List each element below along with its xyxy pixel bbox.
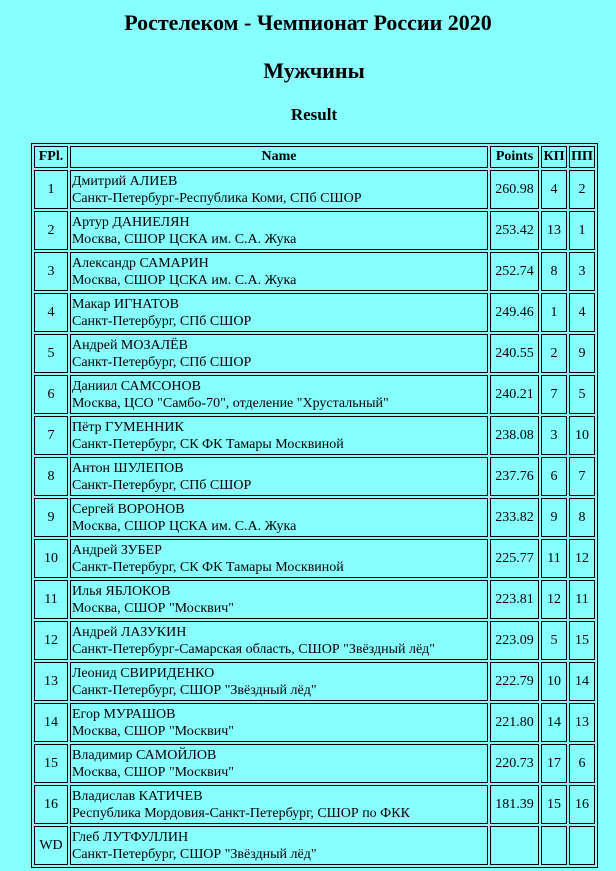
table-row bbox=[34, 826, 595, 865]
cell-place: 12 bbox=[34, 621, 68, 660]
cell-kp: 2 bbox=[541, 334, 567, 373]
skater-club: Москва, СШОР "Москвич" bbox=[72, 723, 234, 739]
cell-points: 237.76 bbox=[490, 457, 539, 496]
skater-club: Санкт-Петербург, СПб СШОР bbox=[72, 313, 252, 329]
cell-place: 6 bbox=[34, 375, 68, 414]
cell-place: 11 bbox=[34, 580, 68, 619]
table-row bbox=[34, 252, 595, 291]
cell-pp: 8 bbox=[569, 498, 595, 537]
cell-kp bbox=[541, 826, 567, 865]
skater-club: Санкт-Петербург, СК ФК Тамары Москвиной bbox=[72, 559, 344, 575]
skater-club: Санкт-Петербург-Самарская область, СШОР "Звёздный лёд" bbox=[72, 641, 436, 657]
cell-points: 223.81 bbox=[490, 580, 539, 619]
cell-name bbox=[70, 457, 488, 496]
cell-points: 240.21 bbox=[490, 375, 539, 414]
cell-kp: 15 bbox=[541, 785, 567, 824]
cell-name bbox=[70, 498, 488, 537]
skater-club: Санкт-Петербург, СК ФК Тамары Москвиной bbox=[72, 436, 344, 452]
skater-name: Илья ЯБЛОКОВ bbox=[72, 583, 171, 599]
cell-points: 223.09 bbox=[490, 621, 539, 660]
cell-pp: 10 bbox=[569, 416, 595, 455]
page-title: Ростелеком - Чемпионат России 2020 bbox=[124, 10, 492, 35]
skater-name: Глеб ЛУТФУЛЛИН bbox=[72, 829, 189, 845]
table-row bbox=[34, 498, 595, 537]
cell-pp: 9 bbox=[569, 334, 595, 373]
cell-name bbox=[70, 662, 488, 701]
cell-points: 221.80 bbox=[490, 703, 539, 742]
cell-place: 8 bbox=[34, 457, 68, 496]
cell-pp: 7 bbox=[569, 457, 595, 496]
skater-name: Владислав КАТИЧЕВ bbox=[72, 788, 203, 804]
cell-place: 15 bbox=[34, 744, 68, 783]
cell-name bbox=[70, 252, 488, 291]
skater-name: Даниил САМСОНОВ bbox=[72, 378, 201, 394]
table-row bbox=[34, 170, 595, 209]
cell-place: 14 bbox=[34, 703, 68, 742]
cell-pp: 2 bbox=[569, 170, 595, 209]
cell-name bbox=[70, 744, 488, 783]
column-header-pp: ПП bbox=[569, 146, 595, 168]
cell-kp: 8 bbox=[541, 252, 567, 291]
cell-points bbox=[490, 826, 539, 865]
cell-place: 9 bbox=[34, 498, 68, 537]
table-row bbox=[34, 334, 595, 373]
cell-pp: 12 bbox=[569, 539, 595, 578]
cell-pp: 15 bbox=[569, 621, 595, 660]
table-row bbox=[34, 621, 595, 660]
cell-place: 2 bbox=[34, 211, 68, 250]
cell-kp: 3 bbox=[541, 416, 567, 455]
skater-club: Санкт-Петербург, СШОР "Звёздный лёд" bbox=[72, 846, 317, 862]
cell-kp: 10 bbox=[541, 662, 567, 701]
cell-place: 1 bbox=[34, 170, 68, 209]
cell-name bbox=[70, 375, 488, 414]
cell-points: 260.98 bbox=[490, 170, 539, 209]
table-row bbox=[34, 580, 595, 619]
cell-pp bbox=[569, 826, 595, 865]
category-heading: Мужчины bbox=[263, 58, 365, 83]
skater-name: Дмитрий АЛИЕВ bbox=[72, 173, 178, 189]
cell-kp: 6 bbox=[541, 457, 567, 496]
cell-kp: 13 bbox=[541, 211, 567, 250]
table-row bbox=[34, 457, 595, 496]
skater-name: Макар ИГНАТОВ bbox=[72, 296, 179, 312]
skater-club: Москва, СШОР ЦСКА им. С.А. Жука bbox=[72, 518, 297, 534]
table-row bbox=[34, 293, 595, 332]
cell-pp: 11 bbox=[569, 580, 595, 619]
cell-pp: 4 bbox=[569, 293, 595, 332]
cell-name bbox=[70, 211, 488, 250]
cell-pp: 5 bbox=[569, 375, 595, 414]
table-row bbox=[34, 785, 595, 824]
skater-name: Пётр ГУМЕННИК bbox=[72, 419, 184, 435]
cell-place: 13 bbox=[34, 662, 68, 701]
cell-points: 220.73 bbox=[490, 744, 539, 783]
skater-name: Владимир САМОЙЛОВ bbox=[72, 747, 217, 763]
column-header-name: Name bbox=[70, 146, 488, 168]
table-row bbox=[34, 375, 595, 414]
table-row bbox=[34, 416, 595, 455]
cell-pp: 3 bbox=[569, 252, 595, 291]
cell-points: 181.39 bbox=[490, 785, 539, 824]
column-header-kp: КП bbox=[541, 146, 567, 168]
cell-kp: 5 bbox=[541, 621, 567, 660]
cell-kp: 4 bbox=[541, 170, 567, 209]
skater-club: Санкт-Петербург, СШОР "Звёздный лёд" bbox=[72, 682, 317, 698]
cell-pp: 1 bbox=[569, 211, 595, 250]
cell-kp: 17 bbox=[541, 744, 567, 783]
cell-points: 222.79 bbox=[490, 662, 539, 701]
cell-place: 4 bbox=[34, 293, 68, 332]
skater-name: Андрей МОЗАЛЁВ bbox=[72, 337, 188, 353]
skater-club: Москва, СШОР ЦСКА им. С.А. Жука bbox=[72, 231, 297, 247]
cell-kp: 14 bbox=[541, 703, 567, 742]
table-row bbox=[34, 703, 595, 742]
skater-club: Республика Мордовия-Санкт-Петербург, СШОР по ФКК bbox=[72, 805, 410, 821]
skater-club: Москва, ЦСО "Самбо-70", отделение "Хрустальный" bbox=[72, 395, 389, 411]
cell-points: 252.74 bbox=[490, 252, 539, 291]
skater-name: Леонид СВИРИДЕНКО bbox=[72, 665, 215, 681]
skater-club: Санкт-Петербург, СПб СШОР bbox=[72, 477, 252, 493]
cell-name bbox=[70, 703, 488, 742]
cell-name bbox=[70, 416, 488, 455]
cell-name bbox=[70, 170, 488, 209]
cell-points: 253.42 bbox=[490, 211, 539, 250]
cell-name bbox=[70, 293, 488, 332]
column-header-place: FPl. bbox=[34, 146, 68, 168]
cell-place: 10 bbox=[34, 539, 68, 578]
skater-club: Санкт-Петербург, СПб СШОР bbox=[72, 354, 252, 370]
cell-kp: 1 bbox=[541, 293, 567, 332]
cell-kp: 7 bbox=[541, 375, 567, 414]
cell-pp: 13 bbox=[569, 703, 595, 742]
cell-pp: 16 bbox=[569, 785, 595, 824]
skater-name: Александр САМАРИН bbox=[72, 255, 209, 271]
skater-name: Егор МУРАШОВ bbox=[72, 706, 176, 722]
cell-name bbox=[70, 826, 488, 865]
skater-club: Москва, СШОР ЦСКА им. С.А. Жука bbox=[72, 272, 297, 288]
skater-name: Сергей ВОРОНОВ bbox=[72, 501, 185, 517]
cell-points: 233.82 bbox=[490, 498, 539, 537]
cell-name bbox=[70, 785, 488, 824]
section-heading: Result bbox=[290, 105, 338, 124]
cell-points: 240.55 bbox=[490, 334, 539, 373]
skater-name: Артур ДАНИЕЛЯН bbox=[72, 214, 190, 230]
cell-pp: 14 bbox=[569, 662, 595, 701]
cell-place: WD bbox=[34, 826, 68, 865]
cell-place: 5 bbox=[34, 334, 68, 373]
cell-name bbox=[70, 621, 488, 660]
skater-club: Москва, СШОР "Москвич" bbox=[72, 764, 234, 780]
column-header-points: Points bbox=[490, 146, 539, 168]
skater-name: Антон ШУЛЕПОВ bbox=[72, 460, 184, 476]
table-row bbox=[34, 211, 595, 250]
skater-name: Андрей ЗУБЕР bbox=[72, 542, 162, 558]
skater-name: Андрей ЛАЗУКИН bbox=[72, 624, 187, 640]
cell-points: 238.08 bbox=[490, 416, 539, 455]
table-header-row bbox=[34, 146, 595, 168]
results-table bbox=[31, 143, 598, 868]
skater-club: Санкт-Петербург-Республика Коми, СПб СШОР bbox=[72, 190, 362, 206]
cell-place: 16 bbox=[34, 785, 68, 824]
cell-name bbox=[70, 334, 488, 373]
cell-kp: 9 bbox=[541, 498, 567, 537]
cell-place: 7 bbox=[34, 416, 68, 455]
cell-place: 3 bbox=[34, 252, 68, 291]
cell-name bbox=[70, 539, 488, 578]
table-row bbox=[34, 539, 595, 578]
cell-name bbox=[70, 580, 488, 619]
cell-points: 249.46 bbox=[490, 293, 539, 332]
table-row bbox=[34, 662, 595, 701]
cell-kp: 11 bbox=[541, 539, 567, 578]
skater-club: Москва, СШОР "Москвич" bbox=[72, 600, 234, 616]
cell-points: 225.77 bbox=[490, 539, 539, 578]
cell-pp: 6 bbox=[569, 744, 595, 783]
table-row bbox=[34, 744, 595, 783]
cell-kp: 12 bbox=[541, 580, 567, 619]
